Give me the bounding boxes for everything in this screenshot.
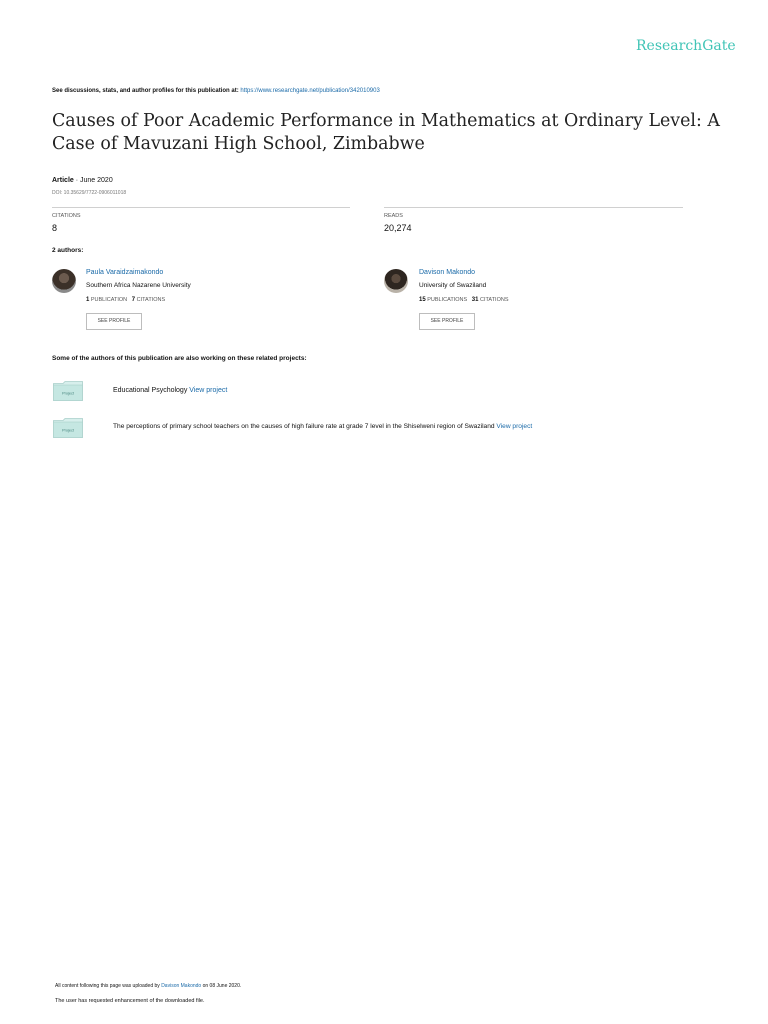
divider — [52, 207, 350, 208]
project-folder-label: Project — [62, 428, 74, 433]
citations-count: 31 — [471, 297, 479, 303]
author-avatar[interactable] — [52, 269, 76, 293]
project-item — [113, 423, 532, 430]
view-project-link[interactable]: View project — [189, 387, 228, 394]
project-item — [113, 387, 227, 394]
project-title: The perceptions of primary school teachers on the causes of high failure rate at grade 7 level in the Shiselweni region of Swaziland — [113, 423, 495, 430]
divider — [384, 207, 683, 208]
author-institution: Southern Africa Nazarene University — [86, 282, 191, 289]
related-projects-heading: Some of the authors of this publication are also working on these related projects: — [52, 355, 307, 362]
reads-value: 20,274 — [384, 223, 412, 233]
enhancement-note: The user has requested enhancement of the downloaded file. — [55, 998, 205, 1004]
publication-title: Causes of Poor Academic Performance in Mathematics at Ordinary Level: A Case of Mavuzani High School, Zimbabwe — [52, 111, 720, 154]
doi: DOI: 10.35629/7722-0906011018 — [52, 190, 127, 196]
upload-suffix: on 08 June 2020. — [202, 983, 242, 989]
project-folder-icon — [53, 381, 83, 401]
project-folder-icon — [53, 418, 83, 438]
authors-heading: 2 authors: — [52, 247, 84, 254]
article-type: Article — [52, 177, 74, 184]
author-institution: University of Swaziland — [419, 282, 487, 289]
project-title: Educational Psychology — [113, 387, 188, 394]
researchgate-logo[interactable]: ResearchGate — [636, 38, 736, 54]
author-name-link[interactable]: Paula Varaidzaimakondo — [86, 269, 164, 276]
publications-count: 1 — [86, 297, 90, 303]
citations-label: CITATIONS — [52, 213, 81, 219]
publications-count: 15 — [419, 297, 426, 303]
author-stats — [86, 297, 165, 303]
citations-label: CITATIONS — [479, 297, 509, 303]
project-folder-label: Project — [62, 391, 74, 396]
citations-count: 7 — [131, 297, 136, 303]
publication-date: · June 2020 — [75, 177, 113, 184]
publications-label: PUBLICATION — [90, 297, 128, 303]
author-name-link[interactable]: Davison Makondo — [419, 269, 476, 276]
upload-note — [55, 983, 241, 989]
author-stats — [419, 297, 509, 303]
uploader-link[interactable]: Davison Makondo — [161, 983, 202, 989]
see-discussions-line — [52, 88, 380, 94]
see-discussions-text: See discussions, stats, and author profiles for this publication at: — [52, 88, 239, 94]
upload-prefix: All content following this page was uploaded by — [55, 983, 160, 989]
publication-url-link[interactable]: https://www.researchgate.net/publication/342010903 — [240, 88, 380, 94]
citations-value: 8 — [52, 223, 58, 233]
article-type-date — [52, 177, 113, 184]
citations-label: CITATIONS — [136, 297, 166, 303]
reads-label: READS — [384, 213, 403, 219]
see-profile-button[interactable]: SEE PROFILE — [86, 313, 142, 330]
see-profile-button[interactable]: SEE PROFILE — [419, 313, 475, 330]
publications-label: PUBLICATIONS — [427, 297, 468, 303]
view-project-link[interactable]: View project — [496, 423, 533, 430]
author-avatar[interactable] — [384, 269, 408, 293]
